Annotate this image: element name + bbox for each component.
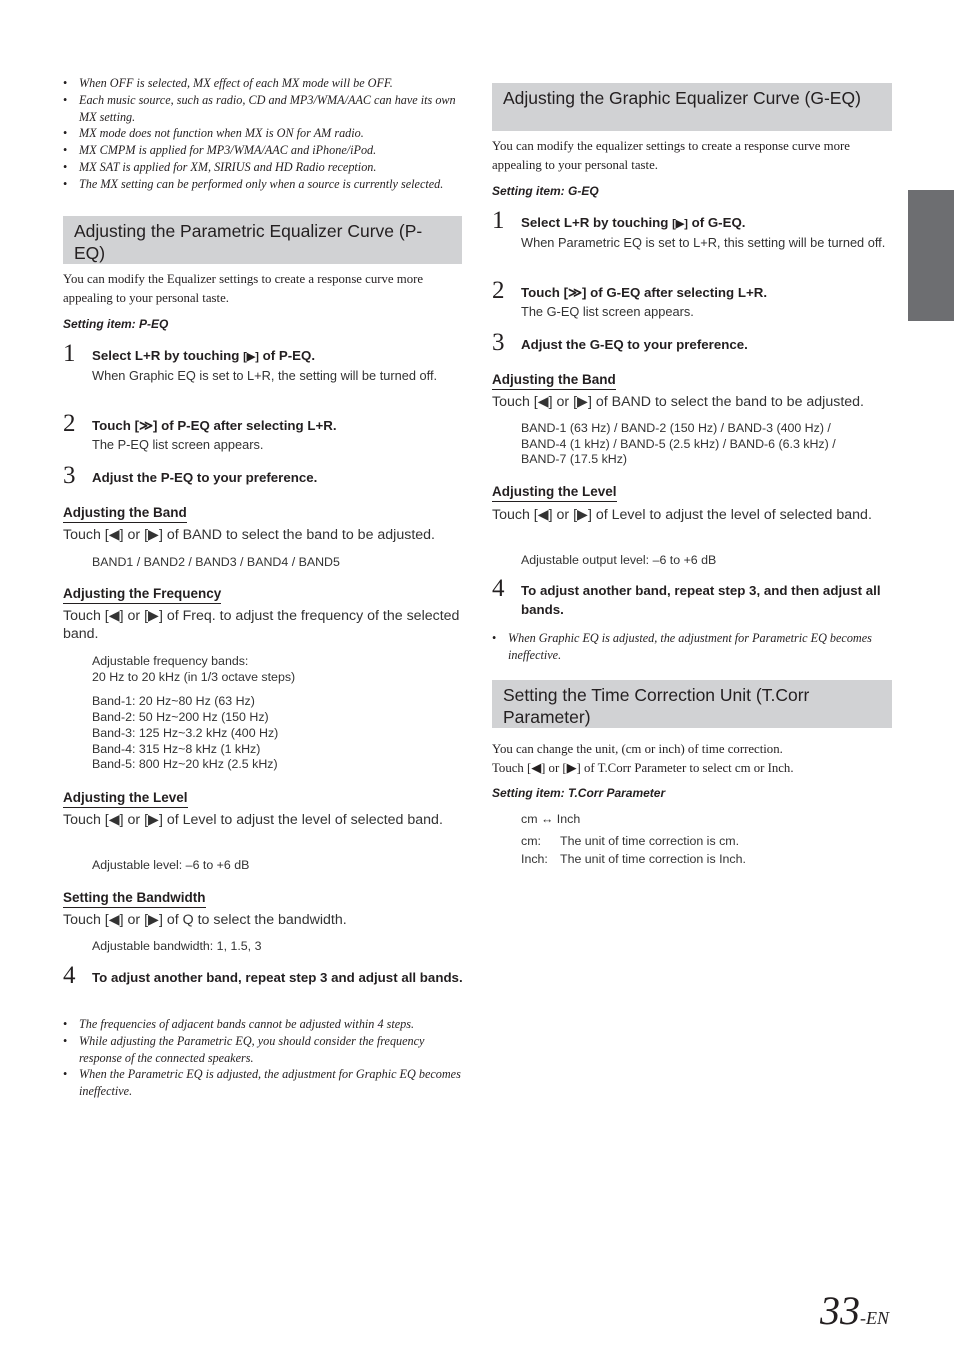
note-item: • MX mode does not function when MX is ON for AM radio.	[63, 125, 463, 142]
geq-band-values: BAND-1 (63 Hz) / BAND-2 (150 Hz) / BAND-3 (400 Hz) / BAND-4 (1 kHz) / BAND-5 (2.5 kHz) / BAND-6 (6.3 kHz) / BAND-7 (17.5 kHz)	[521, 421, 836, 467]
tcorr-intro: You can change the unit, (cm or inch) of time correction. Touch [◀] or [▶] of T.Corr Parameter to select cm or Inch.	[492, 742, 794, 775]
tcorr-section-heading: Setting the Time Correction Unit (T.Corr Parameter)	[492, 680, 892, 728]
peq-setting-item: Setting item: P-EQ	[63, 317, 169, 331]
step-number: 2	[492, 277, 505, 304]
step-number: 4	[63, 962, 76, 989]
peq-step-3	[63, 462, 463, 489]
geq-setting-item: Setting item: G-EQ	[492, 184, 599, 198]
freq-band: Band-5: 800 Hz~20 kHz (2.5 kHz)	[92, 757, 278, 772]
peq-bandwidth-values: Adjustable bandwidth: 1, 1.5, 3	[92, 939, 262, 953]
peq-band-values: BAND1 / BAND2 / BAND3 / BAND4 / BAND5	[92, 555, 340, 569]
geq-step-2	[492, 277, 892, 320]
note-item: • While adjusting the Parametric EQ, you should consider the frequency response of the connected speakers.	[63, 1033, 463, 1067]
forward-icon: [≫]	[134, 418, 158, 433]
step-title: To adjust another band, repeat step 3, and then adjust all bands.	[521, 583, 881, 617]
geq-step-3	[492, 329, 892, 356]
geq-notes	[492, 630, 892, 664]
peq-step-1	[63, 340, 463, 384]
geq-level-values: Adjustable output level: –6 to +6 dB	[521, 553, 717, 567]
tcorr-setting-item: Setting item: T.Corr Parameter	[492, 786, 666, 800]
note-item: • When OFF is selected, MX effect of each MX mode will be OFF.	[63, 75, 463, 92]
step-title: To adjust another band, repeat step 3 and adjust all bands.	[92, 970, 463, 985]
definition-row: Inch: The unit of time correction is Inch.	[521, 852, 746, 866]
step-description: When Parametric EQ is set to L+R, this setting will be turned off.	[521, 234, 886, 250]
step-number: 3	[492, 329, 505, 356]
peq-band-text: Touch [◀] or [▶] of BAND to select the band to be adjusted.	[63, 527, 435, 543]
freq-band: Band-4: 315 Hz~8 kHz (1 kHz)	[92, 741, 261, 756]
page-number: 33-EN	[820, 1288, 889, 1333]
play-icon: [▶]	[243, 351, 259, 363]
geq-section-heading: Adjusting the Graphic Equalizer Curve (G-EQ)	[492, 83, 892, 131]
note-item: • When the Parametric EQ is adjusted, the adjustment for Graphic EQ becomes ineffective.	[63, 1066, 463, 1100]
step-title: Adjust the P-EQ to your preference.	[92, 470, 318, 485]
peq-bandwidth-text: Touch [◀] or [▶] of Q to select the bandwidth.	[63, 912, 347, 928]
geq-step-1	[492, 207, 892, 251]
peq-section-heading: Adjusting the Parametric Equalizer Curve (P-EQ)	[63, 216, 462, 264]
step-number: 4	[492, 575, 505, 602]
step-title: Select L+R by touching [▶] of G-EQ.	[521, 215, 746, 230]
step-description: The P-EQ list screen appears.	[92, 436, 264, 452]
note-item: • When Graphic EQ is adjusted, the adjustment for Parametric EQ becomes ineffective.	[492, 630, 892, 664]
note-item: • Each music source, such as radio, CD and MP3/WMA/AAC can have its own MX setting.	[63, 92, 463, 126]
geq-intro: You can modify the equalizer settings to create a response curve more appealing to your personal taste.	[492, 139, 850, 172]
mx-notes	[63, 75, 463, 193]
peq-frequency-heading: Adjusting the Frequency	[63, 586, 221, 604]
geq-band-text: Touch [◀] or [▶] of BAND to select the band to be adjusted.	[492, 394, 864, 410]
step-title: Select L+R by touching [▶] of P-EQ.	[92, 348, 316, 363]
geq-level-heading: Adjusting the Level	[492, 484, 617, 502]
step-number: 1	[63, 340, 76, 367]
note-item: • The frequencies of adjacent bands cannot be adjusted within 4 steps.	[63, 1016, 463, 1033]
note-item: • The MX setting can be performed only when a source is currently selected.	[63, 176, 463, 193]
note-item: • MX CMPM is applied for MP3/WMA/AAC and iPhone/iPod.	[63, 142, 463, 159]
geq-level-text: Touch [◀] or [▶] of Level to adjust the level of selected band.	[492, 507, 872, 523]
tcorr-definitions	[521, 834, 892, 870]
peq-level-text: Touch [◀] or [▶] of Level to adjust the level of selected band.	[63, 812, 443, 828]
step-description: When Graphic EQ is set to L+R, the setting will be turned off.	[92, 367, 438, 383]
step-description: The G-EQ list screen appears.	[521, 303, 694, 319]
tcorr-options: cm ↔ Inch	[521, 812, 581, 826]
peq-level-values: Adjustable level: –6 to +6 dB	[92, 858, 250, 872]
peq-notes	[63, 1016, 463, 1100]
step-title: Touch [≫] of P-EQ after selecting L+R.	[92, 418, 337, 433]
freq-range: Adjustable frequency bands: 20 Hz to 20 kHz (in 1/3 octave steps) Band-1: 20 Hz~80 Hz (63 Hz) Band-2: 50 Hz~200 Hz (150 Hz) Band-3: 125 Hz~3.2 kHz (400 Hz) Band-4: 315 Hz~8 kHz (1 kHz) Band-5: 800 Hz~20 kHz (2.5 kHz)	[92, 654, 463, 773]
step-number: 2	[63, 410, 76, 437]
geq-band-heading: Adjusting the Band	[492, 372, 616, 390]
peq-bandwidth-heading: Setting the Bandwidth	[63, 890, 206, 908]
peq-frequency-text: Touch [◀] or [▶] of Freq. to adjust the frequency of the selected band.	[63, 608, 460, 642]
peq-intro: You can modify the Equalizer settings to create a response curve more appealing to your personal taste.	[63, 272, 424, 305]
forward-icon: [≫]	[563, 285, 587, 300]
peq-step-2	[63, 410, 463, 453]
definition-row: cm: The unit of time correction is cm.	[521, 834, 740, 848]
step-number: 3	[63, 462, 76, 489]
peq-step-4	[63, 962, 463, 989]
note-item: • MX SAT is applied for XM, SIRIUS and HD Radio reception.	[63, 159, 463, 176]
freq-band: Band-1: 20 Hz~80 Hz (63 Hz)	[92, 694, 255, 709]
freq-band: Band-3: 125 Hz~3.2 kHz (400 Hz)	[92, 725, 279, 740]
freq-band: Band-2: 50 Hz~200 Hz (150 Hz)	[92, 710, 269, 725]
side-thumb-tab	[908, 190, 954, 321]
step-title: Adjust the G-EQ to your preference.	[521, 337, 748, 352]
play-icon: [▶]	[672, 218, 688, 230]
peq-level-heading: Adjusting the Level	[63, 790, 188, 808]
peq-band-heading: Adjusting the Band	[63, 505, 187, 523]
step-title: Touch [≫] of G-EQ after selecting L+R.	[521, 285, 768, 300]
step-number: 1	[492, 207, 505, 234]
geq-step-4	[492, 575, 892, 619]
